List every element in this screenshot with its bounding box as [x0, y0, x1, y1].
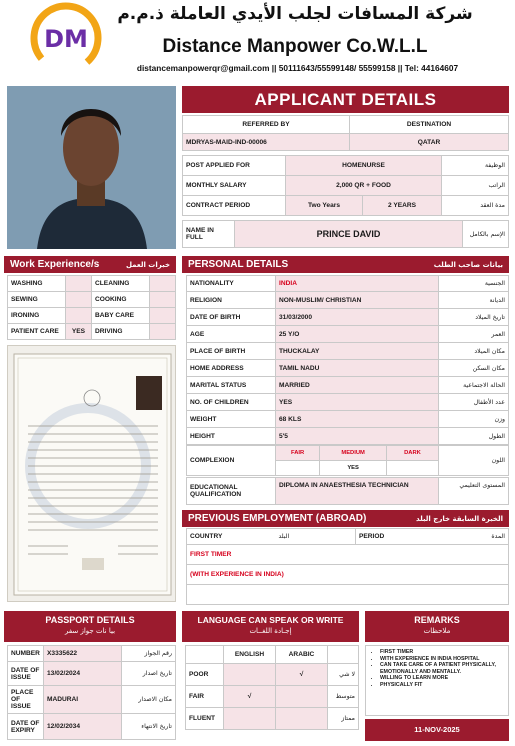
skill-label: SEWING [8, 292, 66, 308]
complexion-fair: FAIR [276, 446, 320, 461]
full-name-value: PRINCE DAVID [235, 221, 463, 248]
field-value: THUCKALAY [276, 343, 439, 360]
skill-label: CLEANING [92, 276, 150, 292]
personal-row [187, 276, 509, 292]
personal-row [187, 428, 509, 445]
period-label: PERIOD [356, 529, 479, 545]
passport-field-label-ar: رقم الجواز [122, 646, 176, 662]
passport-row [8, 646, 176, 662]
field-label-ar: وزن [439, 411, 509, 428]
personal-row [187, 360, 509, 377]
post-value: HOMENURSE [286, 156, 442, 176]
language-table [185, 645, 359, 730]
work-row [8, 308, 176, 324]
language-level-label-ar: لا شي [328, 664, 359, 686]
country-label-ar: البلد [276, 529, 356, 545]
passport-field-value: X3335622 [44, 646, 122, 662]
skill-value [150, 324, 176, 340]
remark-item: • CAN TAKE CARE OF A PATIENT PHYSICALLY, EMOTIONALLY AND MENTALLY. [380, 662, 504, 675]
remark-item: • WITH EXPERIENCE IN INDIA HOSPITAL [380, 656, 504, 663]
field-value: 5'5 [276, 428, 439, 445]
field-label: NO. OF CHILDREN [187, 394, 276, 411]
field-label-ar: تاريخ الميلاد [439, 309, 509, 326]
english-level-mark: √ [224, 686, 276, 708]
field-value: YES [276, 394, 439, 411]
remarks-header [365, 611, 509, 642]
work-experience-title-ar: خبرات العمل [125, 260, 170, 269]
field-label: PLACE OF BIRTH [187, 343, 276, 360]
skill-value [66, 308, 92, 324]
complexion-label: COMPLEXION [187, 446, 276, 476]
arabic-level-mark: √ [276, 664, 328, 686]
language-row [186, 708, 359, 730]
arabic-level-mark [276, 686, 328, 708]
nationality-value: INDIA [276, 276, 439, 292]
field-value: TAMIL NADU [276, 360, 439, 377]
field-value: NON-MUSLIM/ CHRISTIAN [276, 292, 439, 309]
passport-field-label-ar: مكان الاصدار [122, 686, 176, 714]
field-label: NATIONALITY [187, 276, 276, 292]
work-row [8, 276, 176, 292]
english-level-mark [224, 708, 276, 730]
field-label: AGE [187, 326, 276, 343]
remarks-box [365, 645, 509, 716]
language-level-label: FAIR [186, 686, 224, 708]
personal-row [187, 411, 509, 428]
contract-value-years: 2 YEARS [363, 196, 442, 216]
name-table [182, 220, 509, 248]
passport-field-label: NUMBER [8, 646, 44, 662]
field-label: WEIGHT [187, 411, 276, 428]
skill-value [66, 292, 92, 308]
passport-field-label: PLACE OF ISSUE [8, 686, 44, 714]
referred-by-value: MDRYAS-MAID-IND-00006 [183, 134, 350, 151]
previous-employment-title: PREVIOUS EMPLOYMENT (ABROAD) [188, 513, 367, 524]
language-corner-ar [328, 646, 359, 664]
language-row [186, 686, 359, 708]
company-logo [30, 2, 102, 74]
field-value: MARRIED [276, 377, 439, 394]
education-table [186, 477, 509, 505]
passport-row [8, 686, 176, 714]
work-experience-table [7, 275, 176, 340]
complexion-medium-mark: YES [320, 461, 387, 476]
work-experience-title: Work Experience/s [10, 259, 100, 270]
skill-value [150, 292, 176, 308]
field-label-ar: الطول [439, 428, 509, 445]
personal-row [187, 343, 509, 360]
skill-label: BABY CARE [92, 308, 150, 324]
passport-field-label-ar: تاريخ الانتهاء [122, 714, 176, 740]
field-value: 25 Y/O [276, 326, 439, 343]
field-label: HOME ADDRESS [187, 360, 276, 377]
personal-row [187, 394, 509, 411]
applicant-photo [7, 86, 176, 249]
field-label: MARITAL STATUS [187, 377, 276, 394]
salary-label-ar: الراتب [442, 176, 509, 196]
passport-title: PASSPORT DETAILS [45, 615, 135, 625]
employment-experience-note: (WITH EXPERIENCE IN INDIA) [187, 565, 509, 585]
remark-item: • PHYSICALLY FIT [380, 682, 504, 689]
language-title-ar: إجـادة اللغــات [249, 627, 292, 635]
passport-field-label: DATE OF EXPIRY [8, 714, 44, 740]
skill-label: IRONING [8, 308, 66, 324]
education-label-ar: المستوى التعليمي [439, 478, 509, 505]
company-name-english: Distance Manpower Co.W.L.L [162, 36, 428, 57]
post-label: POST APPLIED FOR [183, 156, 286, 176]
personal-row [187, 377, 509, 394]
complexion-fair-mark [276, 461, 320, 476]
field-label-ar: الديانة [439, 292, 509, 309]
passport-row [8, 662, 176, 686]
applicant-details-banner: APPLICANT DETAILS [182, 86, 509, 113]
name-label: NAME IN FULL [183, 221, 235, 248]
remarks-title-ar: ملاحظات [423, 627, 451, 635]
language-col-arabic: ARABIC [276, 646, 328, 664]
passport-table [7, 645, 176, 740]
personal-row [187, 309, 509, 326]
passport-field-value: 13/02/2024 [44, 662, 122, 686]
remark-item: • WILLING TO LEARN MORE [380, 675, 504, 682]
work-row [8, 324, 176, 340]
name-label-ar: الإسم بالكامل [463, 221, 509, 248]
personal-details-title-ar: بيانات صاحب الطلب [433, 260, 503, 269]
language-row [186, 664, 359, 686]
language-header [182, 611, 359, 642]
passport-field-label-ar: تاريخ اصدار [122, 662, 176, 686]
personal-details-header [182, 256, 509, 273]
referred-by-label: REFERRED BY [183, 116, 350, 134]
complexion-label-ar: اللون [439, 446, 509, 476]
skill-value [150, 308, 176, 324]
language-level-label: FLUENT [186, 708, 224, 730]
passport-field-value: MADURAI [44, 686, 122, 714]
post-label-ar: الوظيفة [442, 156, 509, 176]
passport-row [8, 714, 176, 740]
skill-value: YES [66, 324, 92, 340]
work-experience-header [4, 256, 176, 273]
remark-item: • FIRST TIMER [380, 649, 504, 656]
english-level-mark [224, 664, 276, 686]
employment-table [186, 528, 509, 605]
language-level-label: POOR [186, 664, 224, 686]
field-label: DATE OF BIRTH [187, 309, 276, 326]
personal-row [187, 292, 509, 309]
field-label: HEIGHT [187, 428, 276, 445]
contract-label: CONTRACT PERIOD [183, 196, 286, 216]
personal-details-table [186, 275, 509, 445]
field-label-ar: مكان السكن [439, 360, 509, 377]
language-corner [186, 646, 224, 664]
complexion-medium: MEDIUM [320, 446, 387, 461]
complexion-table [186, 445, 509, 476]
remarks-title: REMARKS [414, 615, 460, 625]
salary-label: MONTHLY SALARY [183, 176, 286, 196]
svg-text:DM: DM [44, 25, 88, 53]
complexion-dark: DARK [387, 446, 439, 461]
skill-label: PATIENT CARE [8, 324, 66, 340]
destination-value: QATAR [350, 134, 509, 151]
education-label: EDUCATIONAL QUALIFICATION [187, 478, 276, 505]
field-label-ar: مكان الميلاد [439, 343, 509, 360]
employment-blank-row [187, 585, 509, 605]
passport-header [4, 611, 176, 642]
post-table [182, 155, 509, 216]
field-label: RELIGION [187, 292, 276, 309]
period-label-ar: المدة [479, 529, 509, 545]
work-row [8, 292, 176, 308]
destination-label: DESTINATION [350, 116, 509, 134]
employment-first-timer: FIRST TIMER [187, 545, 509, 565]
field-label-ar: الحالة الاجتماعية [439, 377, 509, 394]
language-level-label-ar: ممتاز [328, 708, 359, 730]
skill-label: WASHING [8, 276, 66, 292]
contract-label-ar: مدة العقد [442, 196, 509, 216]
salary-value: 2,000 QR + FOOD [286, 176, 442, 196]
personal-row [187, 326, 509, 343]
language-title: LANGUAGE CAN SPEAK OR WRITE [197, 615, 344, 625]
language-level-label-ar: متوسط [328, 686, 359, 708]
passport-field-value: 12/02/2034 [44, 714, 122, 740]
contract-value: Two Years [286, 196, 363, 216]
arabic-level-mark [276, 708, 328, 730]
passport-field-label: DATE OF ISSUE [8, 662, 44, 686]
certificate-image [7, 345, 176, 602]
field-label-ar: العمر [439, 326, 509, 343]
field-label-ar: الجنسية [439, 276, 509, 292]
company-name-arabic: شركة المسافات لجلب الأيدي العاملة ذ.م.م [117, 4, 473, 24]
skill-label: COOKING [92, 292, 150, 308]
country-label: COUNTRY [187, 529, 276, 545]
personal-details-title: PERSONAL DETAILS [188, 259, 289, 270]
skill-value [66, 276, 92, 292]
passport-title-ar: بيا نات جواز سفر [64, 627, 116, 635]
field-value: 31/03/2000 [276, 309, 439, 326]
previous-employment-title-ar: الخبرة السابقة خارج البلد [416, 514, 503, 523]
language-col-english: ENGLISH [224, 646, 276, 664]
referral-table [182, 115, 509, 151]
skill-label: DRIVING [92, 324, 150, 340]
remarks-date: 11-NOV-2025 [365, 719, 509, 741]
company-contact-line: distancemanpowerqr@gmail.com || 50111643/55599148/ 55599158 || Tel: 44164607 [136, 63, 459, 73]
complexion-dark-mark [387, 461, 439, 476]
field-value: 68 KLS [276, 411, 439, 428]
skill-value [150, 276, 176, 292]
previous-employment-header [182, 510, 509, 527]
field-label-ar: عدد الأطفال [439, 394, 509, 411]
education-value: DIPLOMA IN ANAESTHESIA TECHNICIAN [276, 478, 439, 505]
remarks-list [380, 649, 504, 689]
